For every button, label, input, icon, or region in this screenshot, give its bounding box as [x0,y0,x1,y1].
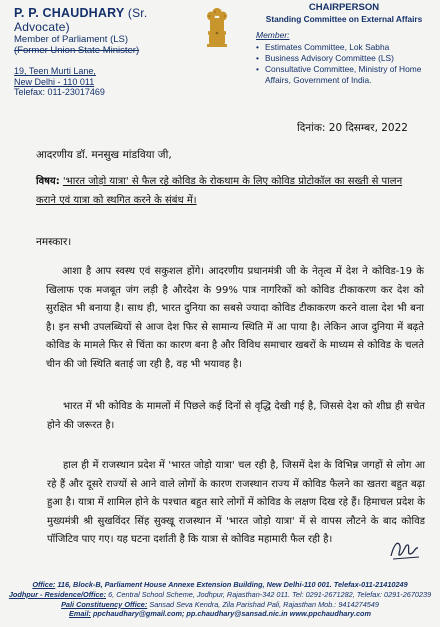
membership-text: Business Advisory Committee (LS) [265,53,394,63]
membership-item [256,42,436,53]
footer-pali [4,600,436,610]
salutation: आदरणीय डॉ. मनसुख मांडविया जी, [36,149,172,161]
membership-list [256,42,436,86]
committee-name: Standing Committee on External Affairs [265,14,423,24]
sender-name [14,6,164,34]
footer-office-text: 116, Block-B, Parliament House Annexe Extension Building, New Delhi-110 001. [57,580,332,589]
footer-office [4,580,436,590]
paragraph-3 [47,457,425,550]
paragraph-1-text: आशा है आप स्वस्थ एवं सकुशल होंगे। आदरणीय प्रधानमंत्री जी के नेतृत्व में देश ने कोविड-19 के खिलाफ एक मजबूत जंग लड़ी है औरदेश के 99% पात्र नागरिकों को कोविड टीकाकरण कर देश को सुरक्षित भी बनाया है। साथ ही, भारत दुनिया का सबसे ज्यादा कोविड टीकाकरण करने वाला देश भी बना है। इन सभी उपलब्धियों से आज देश फिर से सामान्य स्थिति में आ पाया है। लेकिन आज दुनिया में बढ़ते कोविड के मामले फिर से चिंता का कारण बना है और विविध समाचार खबरों के माध्यम से कोविड के चलते चीन की जो स्थिति बताई जा रही है, वह भी भयावह है। [46,266,424,370]
address-line-2: New Delhi - 110 011 [14,76,95,87]
sender-telefax: Telefax: 011-23017469 [14,87,105,97]
bullet-icon: • [256,42,259,52]
bullet-icon: • [256,64,259,74]
sender-former-role: (Former Union State Minister) [14,45,140,56]
membership-text: Estimates Committee, Lok Sabha [265,42,390,52]
footer-pali-label: Pali Constituency Office: [61,599,148,609]
footer-jodhpur [4,590,436,600]
membership-item [256,64,436,86]
chairperson-title: CHAIRPERSON [308,2,380,13]
membership-item [256,53,436,64]
paragraph-2-text: भारत में भी कोविड के मामलों में पिछले कई दिनों से वृद्धि देखी गई है, जिससे देश को शीघ्र ही सचेत होने की जरूरत है। [47,401,425,431]
footer-office-label: Office: [32,580,56,589]
paragraph-1 [46,263,424,375]
footer-jodhpur-label: Jodhpur - Residence/Office: [8,589,107,599]
bullet-icon: • [256,53,259,63]
subject-text: 'भारत जोड़ो यात्रा' से फैल रहे कोविड के रोकथाम के लिए कोविड प्रोटोकॉल का सख्ती से पालन कराने एवं यात्रा को स्थगित करने के संबंध में। [36,176,403,206]
footer-jodhpur-text: 6, Central School Scheme, Jodhpur, Rajasthan-342 011. Tel: 0291-2671282, Telefax: 0291-2670239 [108,589,432,599]
footer-office-tel: Telefax-011-21410249 [333,580,408,589]
letter-footer [4,580,436,619]
sender-name-suffix: (Sr. Advocate) [14,6,148,34]
footer-pali-text: Sansad Seva Kendra, Zila Parishad Pali, Rajasthan Mob.: 9414274549 [149,599,379,609]
footer-email [4,609,436,619]
greeting: नमस्कार। [36,236,72,248]
letterhead-left [14,6,164,98]
letterhead-right [252,2,436,86]
sender-address [14,66,164,98]
letter-date: दिनांक: 20 दिसम्बर, 2022 [297,122,408,134]
sender-role: Member of Parliament (LS) [14,34,129,45]
footer-email-label: Email: [69,609,91,619]
subject [36,172,416,210]
membership-text: Consultative Committee, Ministry of Home Affairs, Government of India. [265,64,422,85]
footer-website[interactable]: www.ppchaudhary.com [289,609,371,619]
subject-label: विषय: [36,176,60,187]
address-line-1: 19, Teen Murti Lane, [14,66,96,76]
sender-name-text: P. P. CHAUDHARY [14,6,125,20]
paragraph-2 [47,398,425,435]
paragraph-3-text: हाल ही में राजस्थान प्रदेश में 'भारत जोड़ो यात्रा' चल रही है, जिसमें देश के विभिन्न जगहों से लोग आ रहे हैं और दूसरे राज्यों से आने वाले लोगों के कारण राजस्थान राज्य में कोविड फैलने का खतरा बहुत बढ़ा हुआ है। यात्रा में शामिल होने के पश्चात बहुत सारे लोगों में कोविड के लक्षण दिख रहे हैं। हिमाचल प्रदेश के मुख्यमंत्री श्री सुखविंदर सिंह सुक्खू राजस्थान में 'भारत जोड़ो यात्रा' में से वापस लौटने के बाद कोविड पॉजिटिव पाए गए। यह घटना दर्शाती है कि यात्रा से कोविड महामारी फैल रही है। [47,460,425,546]
member-heading: Member: [256,30,290,40]
footer-email-text[interactable]: ppchaudhary@gmail.com; pp.chaudhary@sansad.nic.in [92,609,288,619]
national-emblem-icon [204,6,230,50]
signature-icon [388,536,422,562]
